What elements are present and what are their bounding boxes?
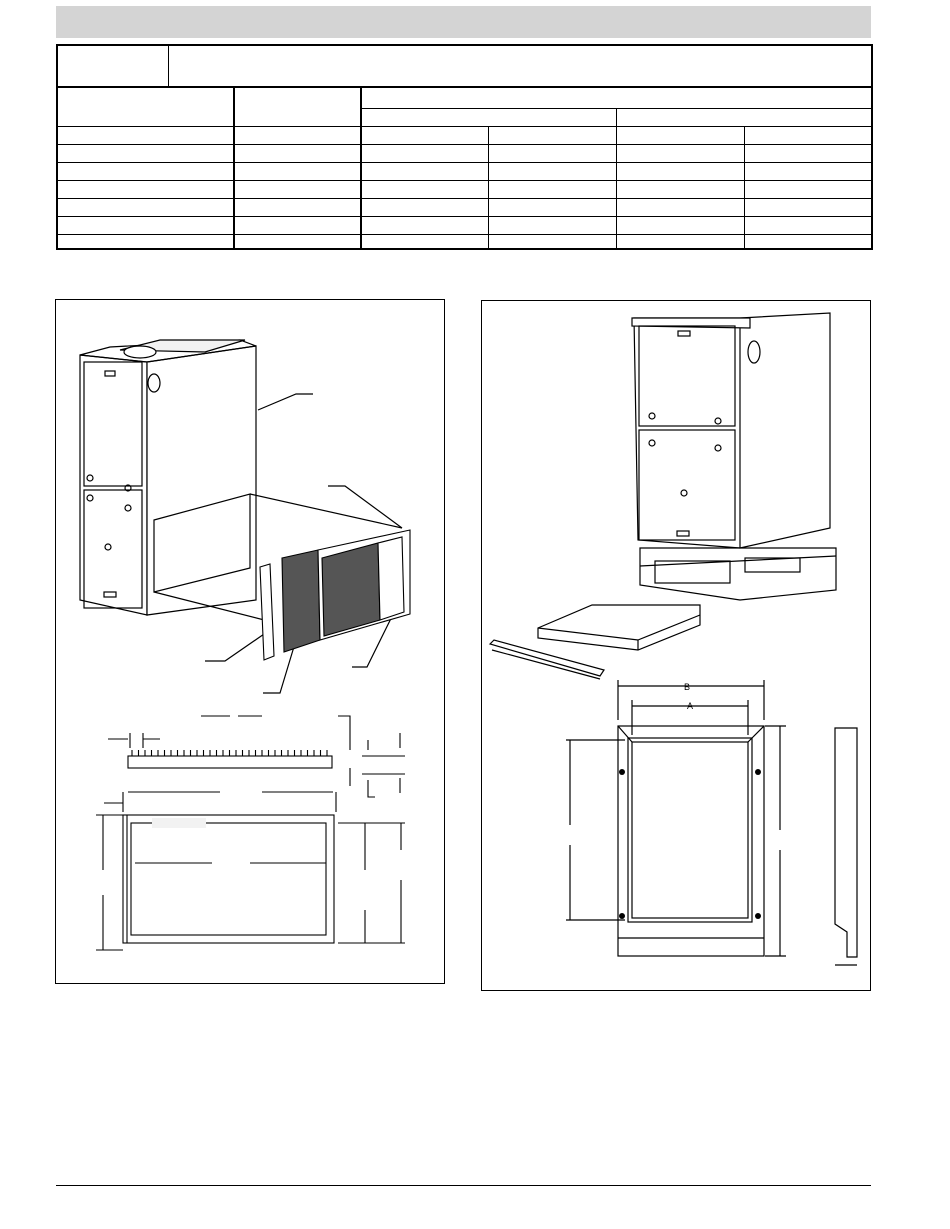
footer-rule	[56, 1185, 871, 1186]
dim-a-label: A	[686, 701, 694, 711]
dim-b-label: B	[683, 682, 691, 692]
